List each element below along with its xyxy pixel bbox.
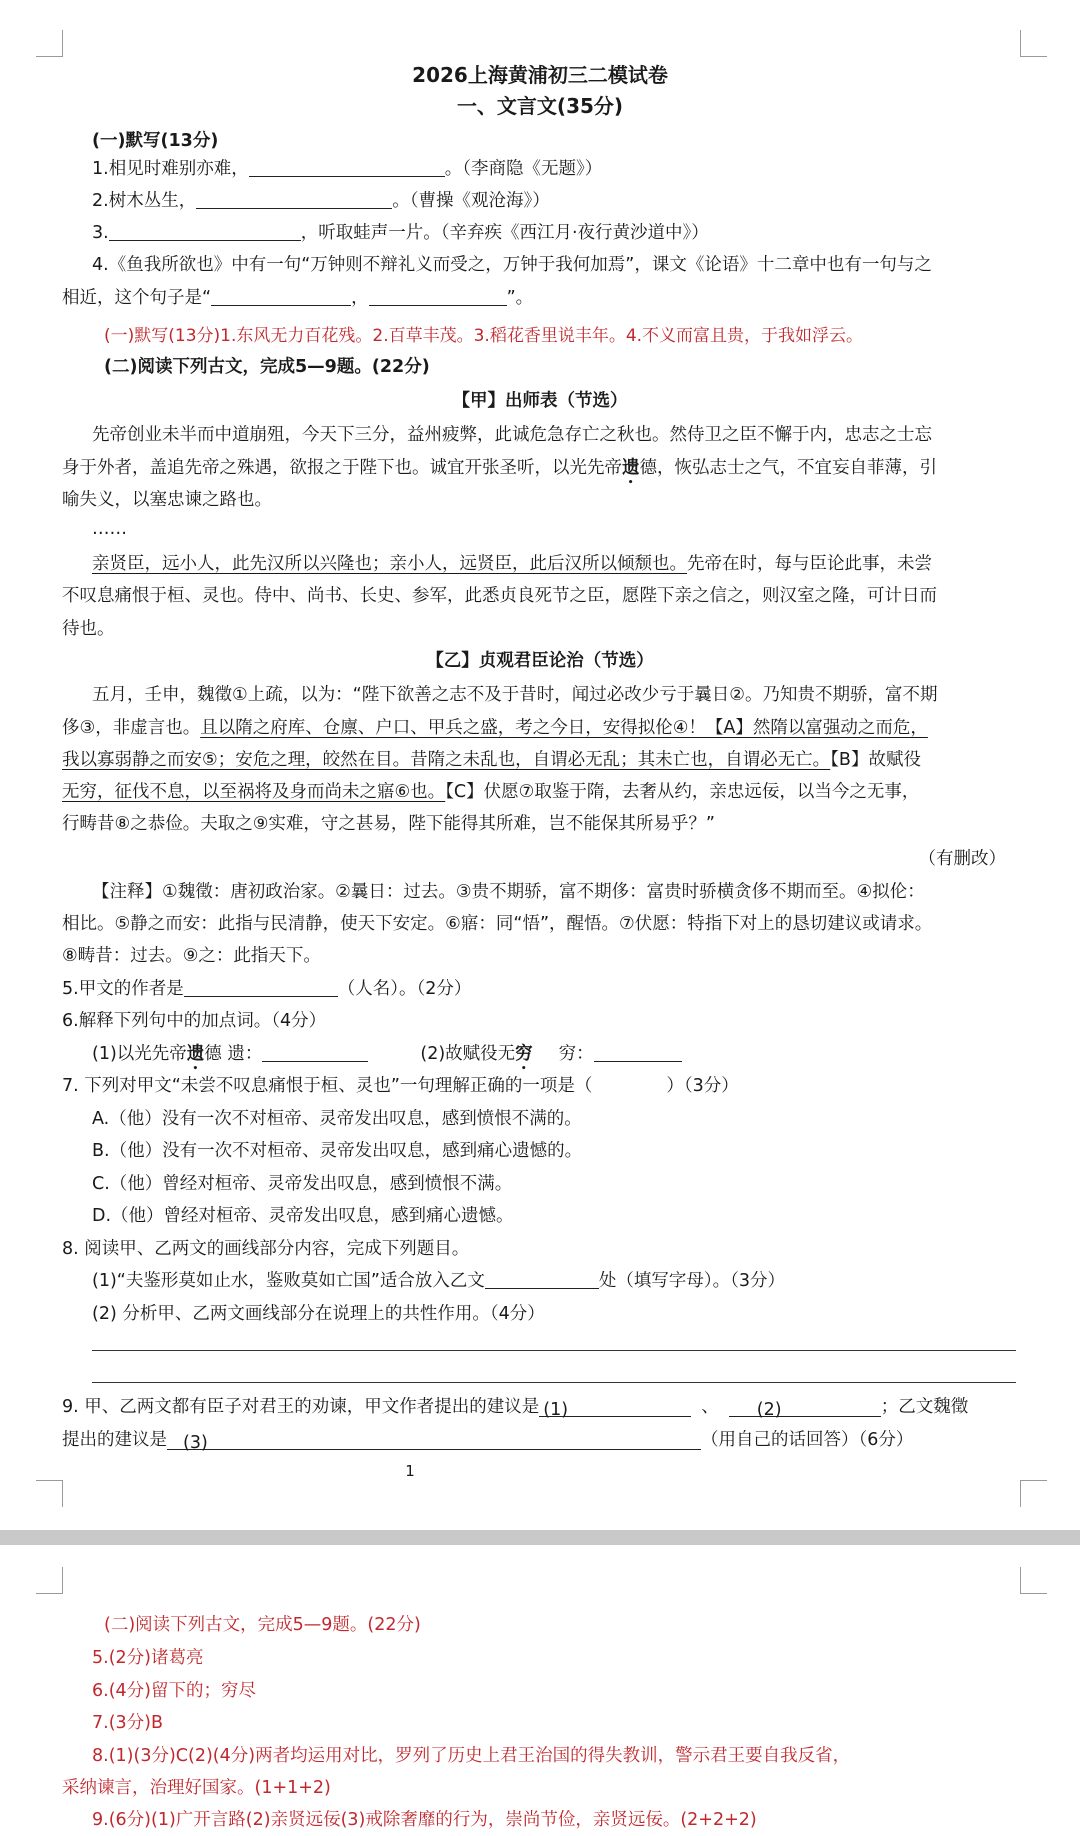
question-7: 7. 下列对甲文“未尝不叹息痛恨于桓、灵也”一句理解正确的一项是（ ）（3分）	[62, 1076, 739, 1096]
question-6: 6.解释下列句中的加点词。（4分）	[62, 1011, 327, 1031]
question-6-items: (1)以光先帝遗德 遗： (2)故赋役无穷 穷：	[92, 1042, 682, 1074]
reading-heading: (二)阅读下列古文，完成5—9题。(22分)	[104, 357, 430, 377]
passage-yi-line: 我以寡弱静之而安⑤；安危之理，皎然在目。昔隋之未乱也，自谓必无乱；其未亡也，自谓必无亡。【B】故赋役	[62, 750, 921, 770]
dictation-answer: (一)默写(13分)1.东风无力百花残。2.百草丰茂。3.稻花香里说丰年。4.不义而富且贵，于我如浮云。	[104, 326, 864, 346]
crop-mark	[36, 1480, 63, 1507]
question-4-line1: 4.《鱼我所欲也》中有一句“万钟则不辩礼义而受之，万钟于我何加焉”，课文《论语》十二章中也有一句与之	[92, 255, 932, 275]
answer-9: 9.(6分)(1)广开言路(2)亲贤远佞(3)戒除奢靡的行为，崇尚节俭，亲贤远佞。(2+2+2)	[92, 1810, 757, 1830]
underlined-text: 我以寡弱静之而安⑤；安危之理，皎然在目。昔隋之未乱也，自谓必无乱；其未亡也，自谓必无亡。	[62, 750, 831, 770]
passage-yi-line: 五月，壬申，魏徵①上疏，以为：“陛下欲善之志不及于昔时，闻过必改少亏于曩日②。乃知贵不期骄，富不期	[92, 685, 938, 705]
option-d: D.（他）曾经对桓帝、灵帝发出叹息，感到痛心遗憾。	[92, 1206, 514, 1226]
passage-yi-title: 【乙】贞观君臣论治（节选）	[426, 651, 654, 671]
question-9: 9. 甲、乙两文都有臣子对君王的劝谏，甲文作者提出的建议是 (1) 、 (2) ；乙文魏徵	[62, 1397, 969, 1420]
dictation-heading: (一)默写(13分)	[92, 131, 219, 151]
answer-8-cont: 采纳谏言，治理好国家。(1+1+2)	[62, 1778, 331, 1798]
annotation-line: ⑧畴昔：过去。⑨之：此指天下。	[62, 946, 321, 966]
answer-8: 8.(1)(3分)C(2)(4分)两者均运用对比，罗列了历史上君王治国的得失教训，警示君王要自我反省，	[92, 1746, 851, 1766]
answer-blank[interactable]	[594, 1043, 682, 1062]
answer-blank[interactable]	[485, 1270, 599, 1289]
exam-title: 2026上海黄浦初三二模试卷	[412, 63, 668, 87]
page-number: 1	[405, 1462, 415, 1480]
answer-blank[interactable]: (1)	[539, 1398, 691, 1417]
answer-blank[interactable]	[249, 158, 445, 177]
answer-blank[interactable]	[369, 287, 507, 306]
ellipsis: ……	[92, 519, 127, 539]
passage-yi-line: 侈③，非虚言也。且以隋之府库、仓廪、户口、甲兵之盛，考之今日，安得拟伦④！【A】然隋以富强动之而危，	[62, 718, 928, 738]
option-c: C.（他）曾经对桓帝、灵帝发出叹息，感到愤恨不满。	[92, 1174, 513, 1194]
answer-blank[interactable]	[196, 190, 392, 209]
crop-mark	[1020, 1480, 1047, 1507]
source-note: （有删改）	[918, 849, 1006, 869]
passage-jia-line: 不叹息痛恨于桓、灵也。侍中、尚书、长史、参军，此悉贞良死节之臣，愿陛下亲之信之，则汉室之隆，可计日而	[62, 586, 937, 606]
section-title: 一、文言文(35分)	[456, 94, 624, 118]
passage-jia-line: 待也。	[62, 619, 115, 639]
answer-6: 6.(4分)留下的；穷尽	[92, 1681, 256, 1701]
answer-heading: (二)阅读下列古文，完成5—9题。(22分)	[104, 1615, 421, 1635]
annotation-line: 相比。⑤静之而安：此指与民清静，使天下安定。⑥寤：同“悟”，醒悟。⑦伏愿：特指下对上的恳切建议或请求。	[62, 914, 933, 934]
answer-5: 5.(2分)诸葛亮	[92, 1648, 204, 1668]
exam-page-2	[0, 1545, 1080, 1836]
annotation-line: 【注释】①魏徵：唐初政治家。②曩日：过去。③贵不期骄，富不期侈：富贵时骄横贪侈不期而至。④拟伦：	[92, 882, 925, 902]
answer-blank[interactable]	[211, 287, 351, 306]
passage-jia-line: 身于外者，盖追先帝之殊遇，欲报之于陛下也。诚宜开张圣听，以光先帝遗德，恢弘志士之气，不宜妄自菲薄，引	[62, 458, 937, 478]
question-5: 5.甲文的作者是 （人名）。（2分）	[62, 979, 472, 999]
underlined-text: 无穷，征伐不息，以至祸将及身而尚未之寤⑥也。	[62, 782, 446, 802]
answer-blank[interactable]	[184, 978, 338, 997]
underlined-text: 亲贤臣，远小人，此先汉所以兴隆也；亲小人，远贤臣，此后汉所以倾颓也。	[92, 554, 687, 574]
question-8-1: (1)“夫鉴形莫如止水，鉴败莫如亡国”适合放入乙文 处（填写字母）。（3分）	[92, 1271, 786, 1291]
answer-blank[interactable]: (2)	[729, 1398, 881, 1417]
passage-jia-line: 先帝创业未半而中道崩殂，今天下三分，益州疲弊，此诚危急存亡之秋也。然侍卫之臣不懈于内，忠志之士忘	[92, 425, 932, 445]
answer-line[interactable]	[92, 1382, 1016, 1383]
answer-7: 7.(3分)B	[92, 1713, 163, 1733]
question-1: 1.相见时难别亦难， 。（李商隐《无题》）	[92, 159, 603, 179]
passage-jia-title: 【甲】出师表（节选）	[452, 391, 628, 411]
question-2: 2.树木丛生， 。（曹操《观沧海》）	[92, 191, 550, 211]
crop-mark	[1020, 30, 1047, 57]
passage-jia-line: 亲贤臣，远小人，此先汉所以兴隆也；亲小人，远贤臣，此后汉所以倾颓也。先帝在时，每与臣论此事，未尝	[92, 554, 932, 574]
crop-mark	[36, 30, 63, 57]
option-b: B.（他）没有一次不对桓帝、灵帝发出叹息，感到痛心遗憾的。	[92, 1141, 583, 1161]
passage-jia-line: 喻失义，以塞忠谏之路也。	[62, 490, 272, 510]
crop-mark	[36, 1567, 63, 1594]
question-9-line2: 提出的建议是 (3) （用自己的话回答）（6分）	[62, 1430, 914, 1453]
question-8: 8. 阅读甲、乙两文的画线部分内容，完成下列题目。	[62, 1239, 470, 1259]
passage-yi-line: 无穷，征伐不息，以至祸将及身而尚未之寤⑥也。【C】伏愿⑦取鉴于隋，去奢从约，亲忠远佞，以当今之无事，	[62, 782, 920, 802]
crop-mark	[1020, 1567, 1047, 1594]
question-8-2: (2) 分析甲、乙两文画线部分在说理上的共性作用。（4分）	[92, 1304, 545, 1324]
option-a: A.（他）没有一次不对桓帝、灵帝发出叹息，感到愤恨不满的。	[92, 1109, 582, 1129]
question-3: 3. ，听取蛙声一片。（辛弃疾《西江月·夜行黄沙道中》）	[92, 223, 709, 243]
answer-blank[interactable]	[109, 222, 301, 241]
question-4-line2: 相近，这个句子是“ ， ”。	[62, 288, 534, 308]
underlined-text: 且以隋之府库、仓廪、户口、甲兵之盛，考之今日，安得拟伦④！【A】然隋以富强动之而危，	[200, 718, 928, 738]
answer-blank[interactable]: (3)	[167, 1431, 701, 1450]
answer-line[interactable]	[92, 1350, 1016, 1351]
passage-yi-line: 行畴昔⑧之恭俭。夫取之⑨实难，守之甚易，陛下能得其所难，岂不能保其所易乎？”	[62, 814, 715, 834]
answer-blank[interactable]	[262, 1043, 368, 1062]
